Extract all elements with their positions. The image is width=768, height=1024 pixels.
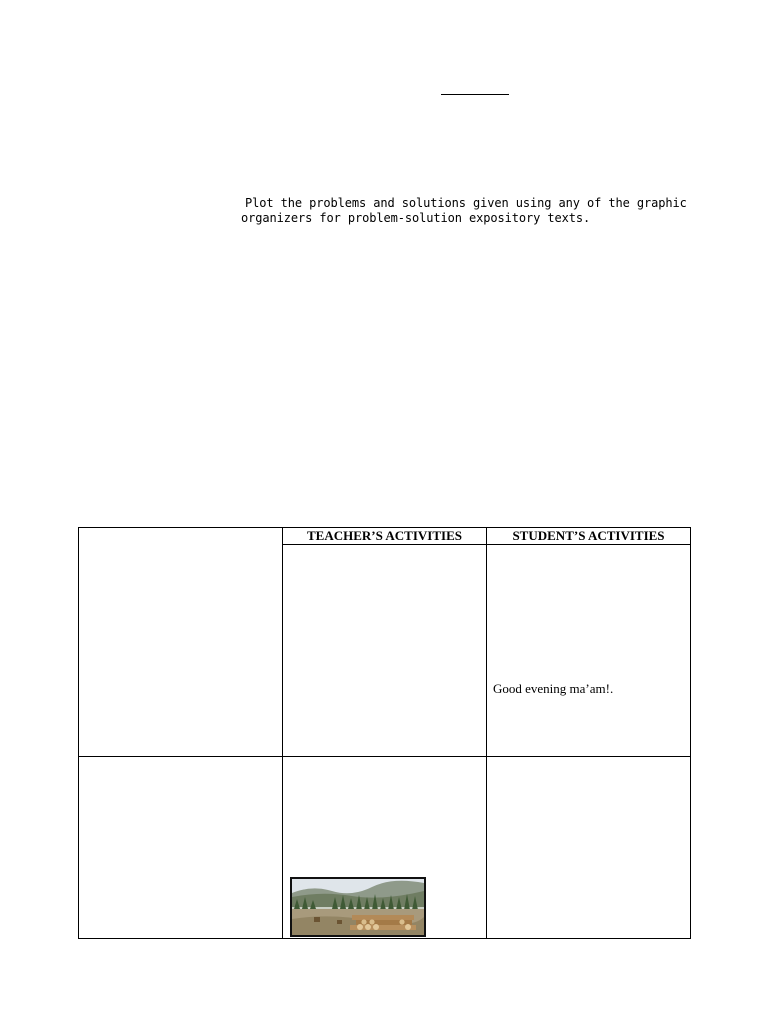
deforestation-photo-image [292, 879, 424, 935]
teacher-activities-header: TEACHER’S ACTIVITIES [283, 528, 487, 545]
phase-cell-1 [79, 528, 283, 757]
student-activity-cell [487, 757, 691, 939]
student-greeting: Good evening ma’am!. [493, 681, 614, 696]
student-activity-cell [487, 545, 691, 757]
phase-cell-2 [79, 757, 283, 939]
deforestation-photo [290, 877, 426, 937]
instructions-text [241, 196, 711, 226]
student-activities-header: STUDENT’S ACTIVITIES [487, 528, 691, 545]
title-underline [441, 94, 509, 95]
teacher-activity-cell [283, 545, 487, 757]
instructions-line-1: Plot the problems and solutions given using any of the graphic [245, 196, 687, 210]
instructions-line-2: organizers for problem-solution expository texts. [241, 211, 591, 225]
table-header-row [79, 528, 691, 545]
